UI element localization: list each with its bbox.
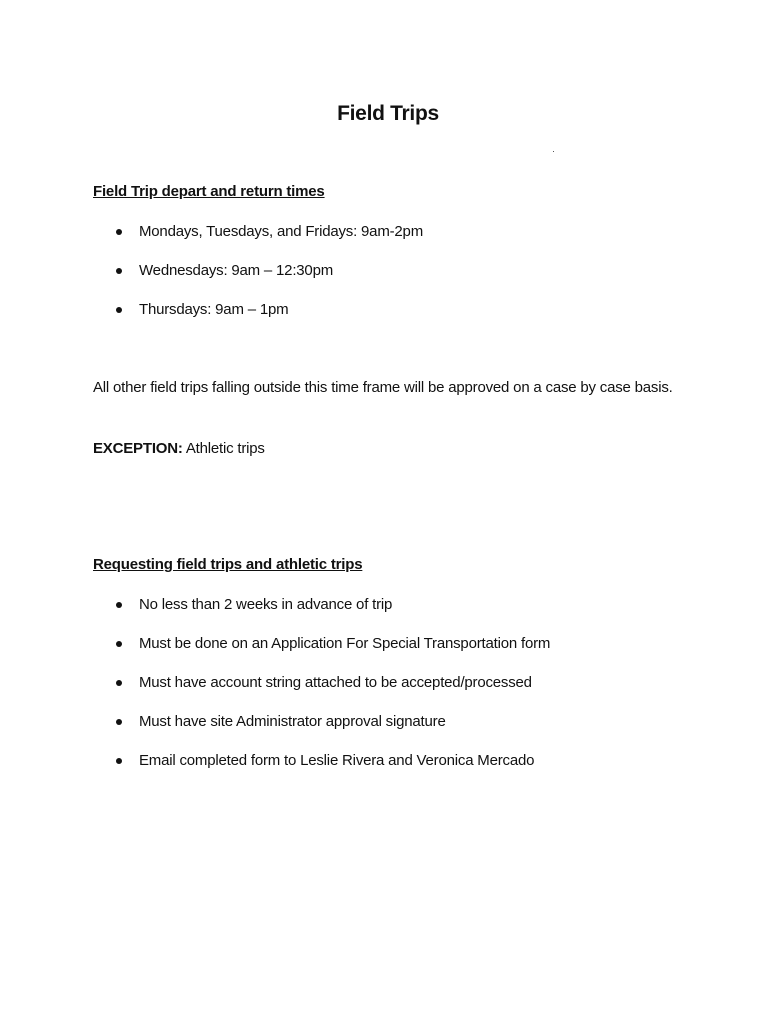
list-item — [114, 634, 550, 654]
section-heading-depart-return: Field Trip depart and return times — [93, 183, 325, 200]
exception-text: Athletic trips — [185, 440, 265, 457]
list-item — [114, 300, 423, 320]
list-item — [114, 222, 423, 242]
section-heading-requesting-trips: Requesting field trips and athletic trips — [93, 556, 363, 573]
list-item-text: No less than 2 weeks in advance of trip — [139, 596, 393, 613]
bullet-icon — [116, 229, 122, 235]
bullet-icon — [116, 307, 122, 313]
bullet-icon — [116, 758, 122, 764]
bullet-icon — [116, 719, 122, 725]
exception-line — [93, 440, 265, 457]
depart-return-times-list — [114, 222, 423, 320]
list-item — [114, 595, 550, 615]
list-item-text: Must have account string attached to be accepted/processed — [139, 674, 532, 691]
scan-speck — [553, 151, 554, 152]
list-item-text: Thursdays: 9am – 1pm — [139, 301, 289, 318]
list-item-text: Wednesdays: 9am – 12:30pm — [139, 262, 334, 279]
page-title: Field Trips — [337, 102, 439, 125]
requesting-trips-list — [114, 595, 550, 771]
list-item — [114, 751, 550, 771]
list-item — [114, 712, 550, 732]
list-item-text: Must be done on an Application For Special Transportation form — [139, 635, 551, 652]
list-item — [114, 261, 423, 281]
list-item-text: Must have site Administrator approval signature — [139, 713, 446, 730]
bullet-icon — [116, 602, 122, 608]
list-item-text: Mondays, Tuesdays, and Fridays: 9am-2pm — [139, 223, 423, 240]
list-item-text: Email completed form to Leslie Rivera and Veronica Mercado — [139, 752, 535, 769]
exception-label: EXCEPTION: — [93, 440, 183, 457]
bullet-icon — [116, 641, 122, 647]
bullet-icon — [116, 268, 122, 274]
list-item — [114, 673, 550, 693]
bullet-icon — [116, 680, 122, 686]
case-by-case-note: All other field trips falling outside this time frame will be approved on a case by case basis. — [93, 379, 673, 396]
